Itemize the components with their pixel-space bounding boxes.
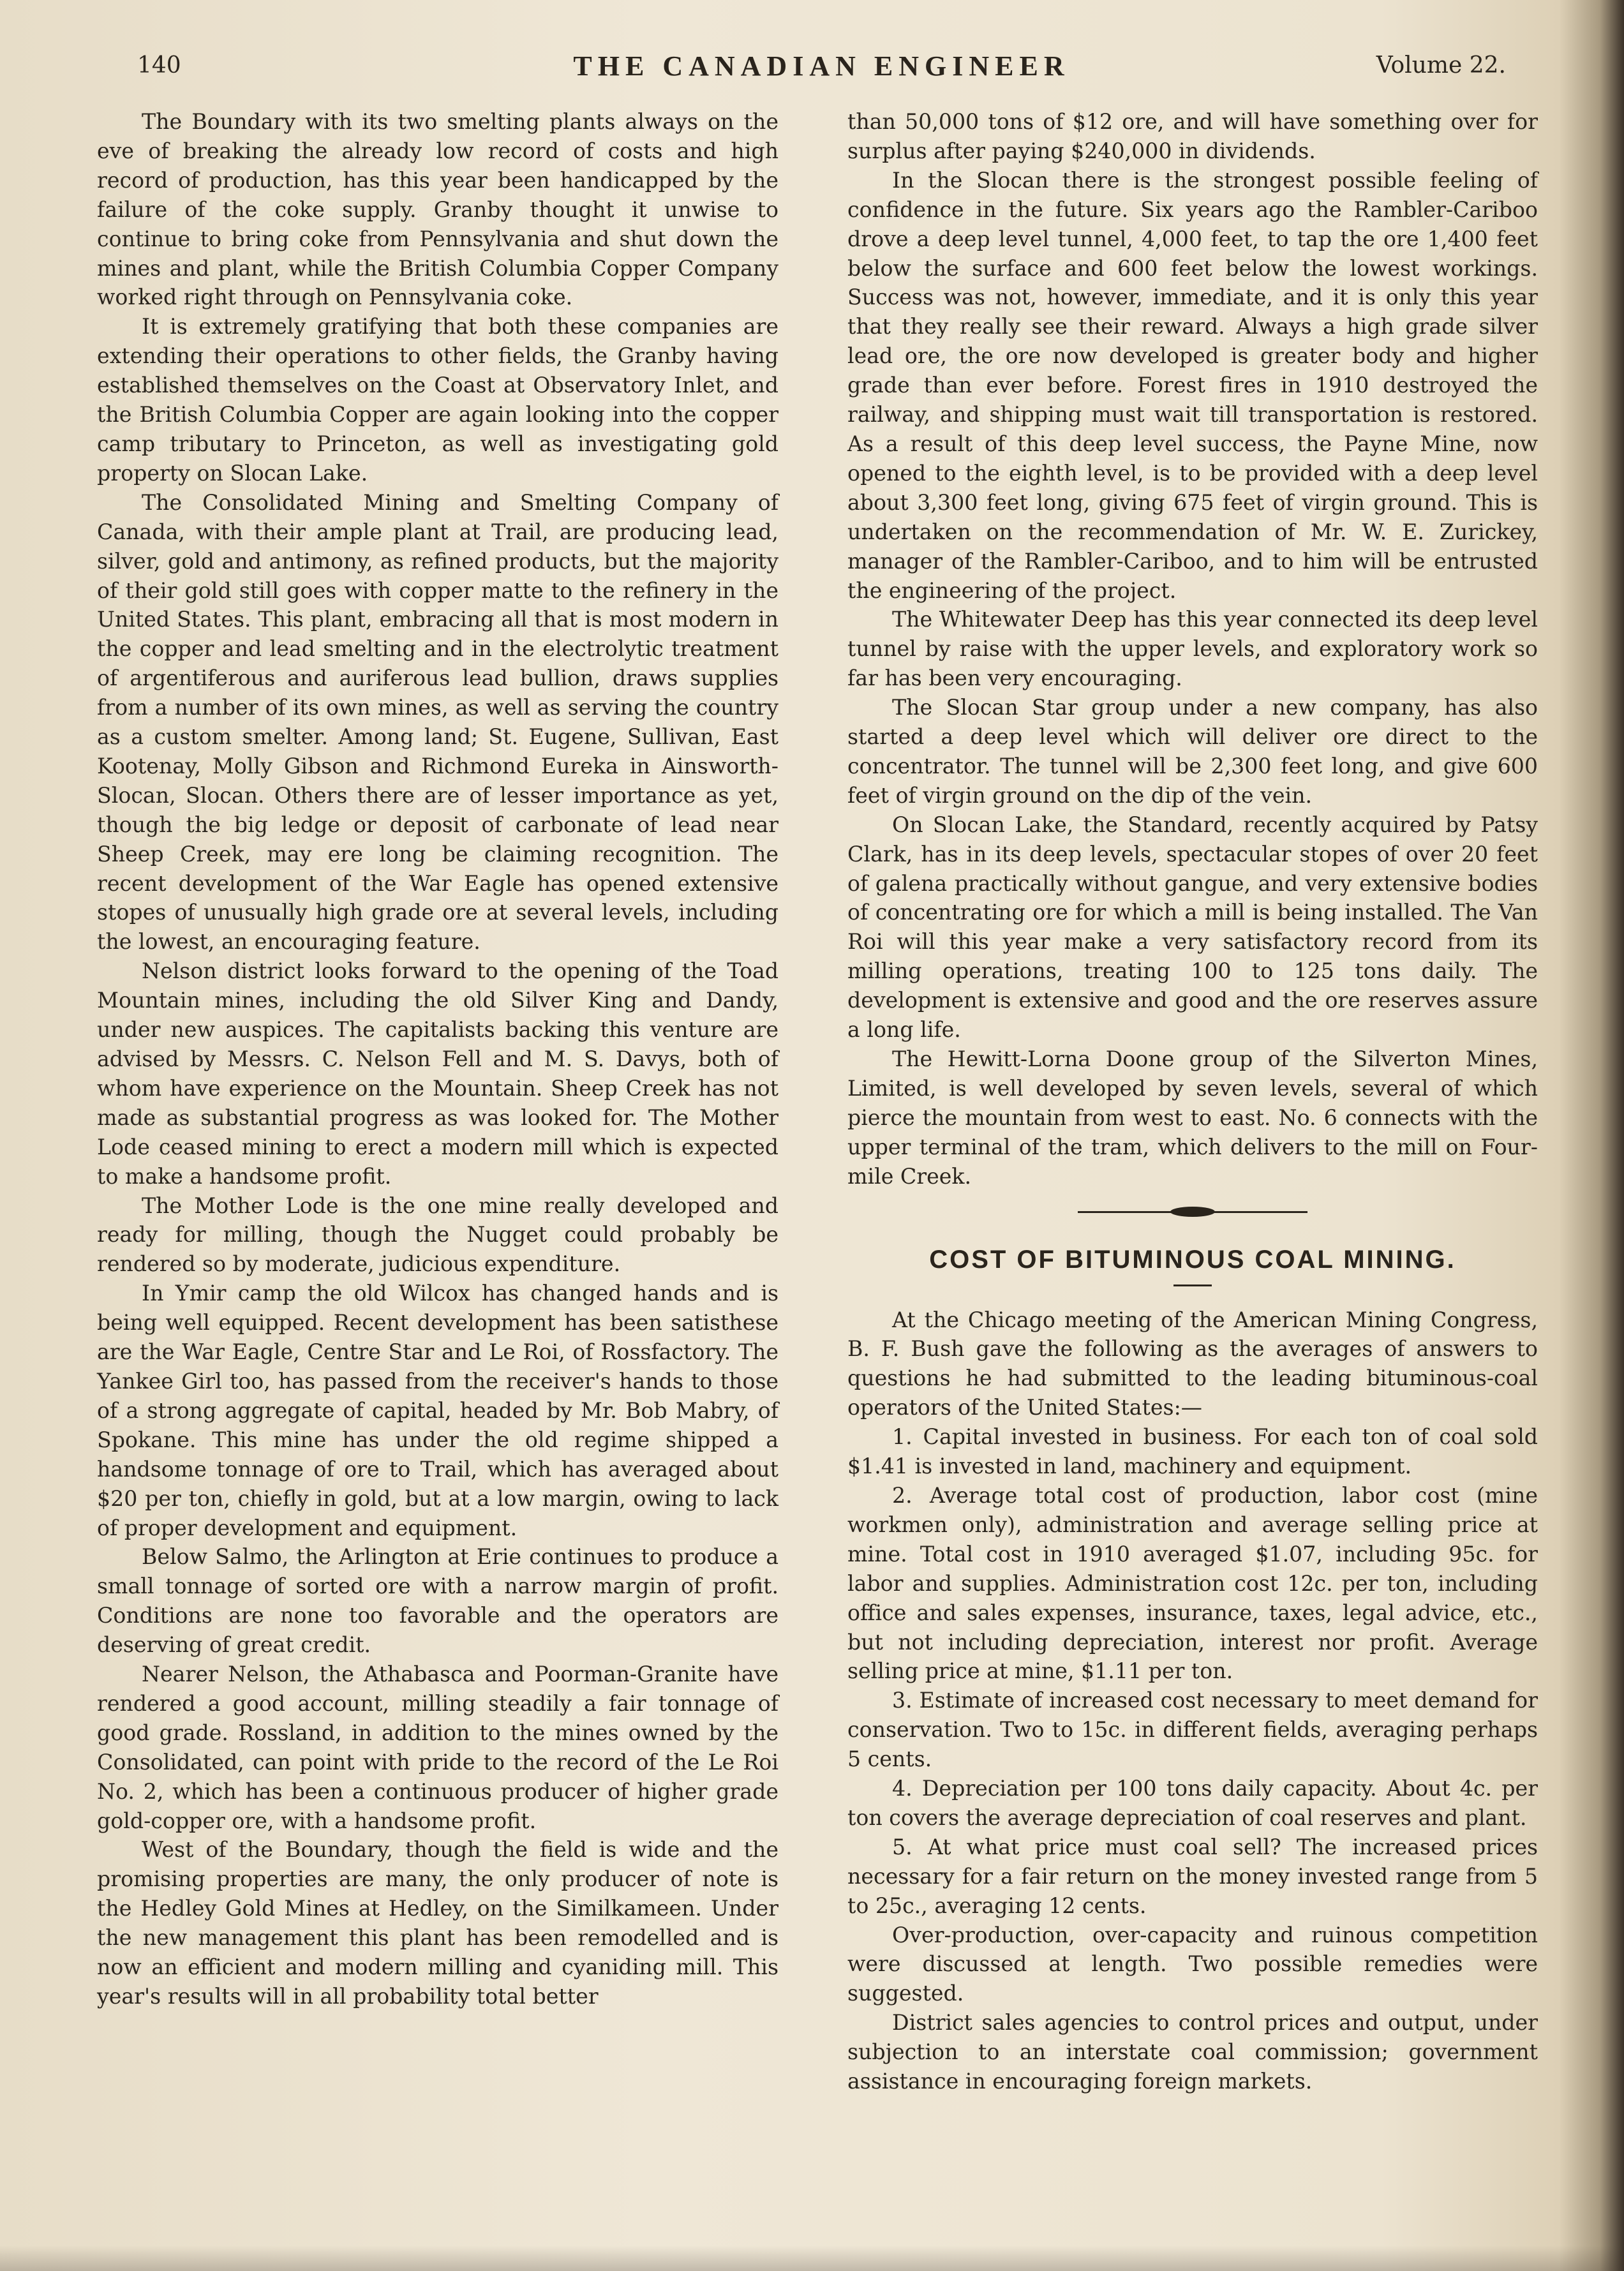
section-title: COST OF BITUMINOUS COAL MINING. [929, 1245, 1456, 1274]
volume-label: Volume 22. [1376, 52, 1506, 78]
list-item: 4. Depreciation per 100 tons daily capacity. About 4c. per ton covers the average depreciation of coal reserves and plant. [847, 1776, 1538, 1830]
paragraph: The Consolidated Mining and Smelting Company of Canada, with their ample plant at Trail, are producing lead, silver, gold and antimony, as refined products, but the majority of their gold still goes with copper matte to the refinery in the United States. This plant, embracing all that is most modern in the copper and lead smelting and in the electrolytic treatment of argentiferous and auriferous lead bullion, draws supplies from a number of its own mines, as well as serving the country as a custom smelter. Among land; St. Eugene, Sullivan, East Kootenay, Molly Gibson and Richmond Eureka in Ainsworth-Slocan, Slocan. Others there are of lesser importance as yet, though the big ledge or deposit of carbonate of lead near Sheep Creek, may ere long be claiming recognition. The recent development of the War Eagle has opened extensive stopes of unusually high grade ore at several levels, including the lowest, an encouraging feature. [97, 489, 778, 955]
paragraph: The Hewitt-Lorna Doone group of the Silverton Mines, Limited, is well developed by seven levels, several of which pierce the mountain from west to east. No. 6 connects with the upper terminal of the tram, which delivers to the mill on Four-mile Creek. [847, 1046, 1538, 1189]
page-number: 140 [137, 52, 181, 78]
paragraph: The Mother Lode is the one mine really developed and ready for milling, though the Nugget could probably be rendered so by moderate, judicious expenditure. [97, 1193, 778, 1277]
paragraph: On Slocan Lake, the Standard, recently acquired by Patsy Clark, has in its deep levels, spectacular stopes of over 20 feet of galena practically without gangue, and very extensive bodies of concentrating ore for which a mill is being installed. The Van Roi will this year make a very satisfactory record from its milling operations, treating 100 to 125 tons daily. The development is extensive and good and the ore reserves assure a long life. [847, 812, 1538, 1043]
paragraph: The Slocan Star group under a new company, has also started a deep level which will deliver ore direct to the concentrator. The tunnel will be 2,300 feet long, and give 600 feet of virgin ground on the dip of the vein. [847, 695, 1538, 808]
paragraph: Nelson district looks forward to the opening of the Toad Mountain mines, including the old Silver King and Dandy, under new auspices. The capitalists backing this venture are advised by Messrs. C. Nelson Fell and M. S. Davys, both of whom have experience on the Mountain. Sheep Creek has not made as substantial progress as was looked for. The Mother Lode ceased mining to erect a modern mill which is expected to make a handsome profit. [97, 958, 778, 1189]
title-rule [1173, 1284, 1212, 1286]
paragraph: At the Chicago meeting of the American Mining Congress, B. F. Bush gave the following as the averages of answers to questions he had submitted to the leading bituminous-coal operators of the United States:— [847, 1307, 1538, 1420]
paragraph: District sales agencies to control prices and output, under subjection to an interstate coal commission; government assistance in encouraging foreign markets. [847, 2010, 1538, 2094]
paragraph: West of the Boundary, though the field is wide and the promising properties are many, the only producer of note is the Hedley Gold Mines at Hedley, on the Similkameen. Under the new management this plant has been remodelled and is now an efficient and modern milling and cyaniding mill. This year's results will in all probability total better [97, 1837, 778, 2009]
paragraph: Nearer Nelson, the Athabasca and Poorman-Granite have rendered a good account, milling steadily a fair tonnage of good grade. Rossland, in addition to the mines owned by the Consolidated, can point with pride to the record of the Le Roi No. 2, which has been a continuous producer of higher grade gold-copper ore, with a handsome profit. [97, 1662, 778, 1833]
page-edge-shadow [0, 2245, 1624, 2271]
paragraph: It is extremely gratifying that both these companies are extending their operations to other fields, the Granby having established themselves on the Coast at Observatory Inlet, and the British Columbia Copper are again looking into the copper camp tributary to Princeton, as well as investigating gold property on Slocan Lake. [97, 314, 778, 486]
paragraph: In Ymir camp the old Wilcox has changed hands and is being well equipped. Recent development has been satisthese are the War Eagle, Centre Star and Le Roi, of Rossfactory. The Yankee Girl too, has passed from the receiver's hands to those of a strong aggregate of capital, headed by Mr. Bob Mabry, of Spokane. This mine has under the old regime shipped a handsome tonnage of ore to Trail, which has averaged about $20 per ton, chiefly in gold, but at a low margin, owing to lack of proper development and equipment. [97, 1281, 778, 1540]
paragraph: The Boundary with its two smelting plants always on the eve of breaking the already low record of costs and high record of production, has this year been handicapped by the failure of the coke supply. Granby thought it unwise to continue to bring coke from Pennsylvania and shut down the mines and plant, while the British Columbia Copper Company worked right through on Pennsylvania coke. [97, 109, 778, 310]
list-item: 5. At what price must coal sell? The increased prices necessary for a fair return on the money invested range from 5 to 25c., averaging 12 cents. [847, 1834, 1538, 1918]
journal-title: THE CANADIAN ENGINEER [573, 50, 1070, 82]
running-header [137, 52, 1506, 91]
continued-paragraph: than 50,000 tons of $12 ore, and will have something over for surplus after paying $240,000 in dividends. [847, 109, 1538, 163]
list-item: 3. Estimate of increased cost necessary to meet demand for conservation. Two to 15c. in different fields, averaging perhaps 5 cents. [847, 1688, 1538, 1772]
section-divider-ornament [1078, 1205, 1307, 1218]
paragraph: The Whitewater Deep has this year connected its deep level tunnel by raise with the upper levels, and exploratory work so far has been very encouraging. [847, 607, 1538, 691]
divider-ornament-icon [1170, 1207, 1215, 1217]
paragraph: Over-production, over-capacity and ruinous competition were discussed at length. Two possible remedies were suggested. [847, 1922, 1538, 2006]
right-column [847, 107, 1538, 2096]
paragraph: In the Slocan there is the strongest possible feeling of confidence in the future. Six years ago the Rambler-Cariboo drove a deep level tunnel, 4,000 feet, to tap the ore 1,400 feet below the surface and 600 feet below the lowest workings. Success was not, however, immediate, and it is only this year that they really see their reward. Always a high grade silver lead ore, the ore now developed is greater body and higher grade than ever before. Forest fires in 1910 destroyed the railway, and shipping must wait till transportation is restored. As a result of this deep level success, the Payne Mine, now opened to the eighth level, is to be provided with a deep level about 3,300 feet long, giving 675 feet of virgin ground. This is undertaken on the recommendation of Mr. W. E. Zurickey, manager of the Rambler-Cariboo, and to him will be entrusted the engineering of the project. [847, 167, 1538, 603]
paragraph: Below Salmo, the Arlington at Erie continues to produce a small tonnage of sorted ore with a narrow margin of profit. Conditions are none too favorable and the operators are deserving of great credit. [97, 1544, 778, 1658]
left-column [97, 107, 778, 2011]
list-item: 1. Capital invested in business. For each ton of coal sold $1.41 is invested in land, machinery and equipment. [847, 1424, 1538, 1479]
list-item: 2. Average total cost of production, labor cost (mine workmen only), administration and average selling price at mine. Total cost in 1910 averaged $1.07, including 95c. for labor and supplies. Administration cost 12c. per ton, including office and sales expenses, insurance, taxes, legal advice, etc., but not including depreciation, interest nor profit. Average selling price at mine, $1.11 per ton. [847, 1482, 1538, 1684]
